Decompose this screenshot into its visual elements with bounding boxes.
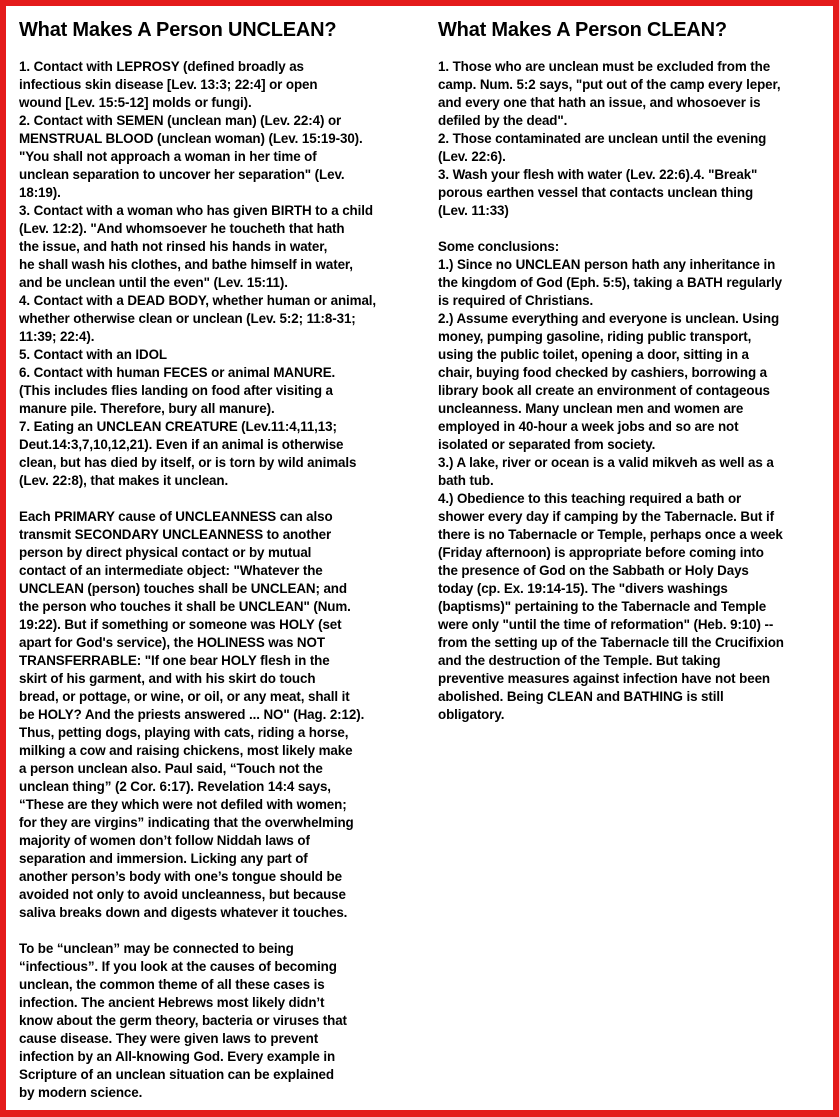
conclusions-paragraph: Some conclusions: 1.) Since no UNCLEAN person hath any inheritance in the kingdom of God (Eph. 5:5), taking a BATH regularly is required of Christians. 2.) Assume everything and everyone is unclean. Using money, pumping gasoline, riding public transport, using the public toilet, opening a door, sitting in a chair, buying food checked by cashiers, borrowing a library book all create an environment of contageous uncleanness. Many unclean men and women are employed in 40-hour a week jobs and so are not isolated or separated from society. 3.) A lake, river or ocean is a valid mikveh as well as a bath tub. 4.) Obedience to this teaching required a bath or shower every day if camping by the Tabernacle. But if there is no Tabernacle or Temple, perhaps once a week (Friday afternoon) is appropriate before coming into the presence of God on the Sabbath or Holy Days today (cp. Ex. 19:14-15). The "divers washings (baptisms)" pertaining to the Tabernacle and Temple were only "until the time of reformation" (Heb. 9:10) -- from the setting up of the Tabernacle till the Crucifixion and the destruction of the Temple. But taking preventive measures against infection have not been abolished. Being CLEAN and BATHING is still obligatory. <box>438 239 784 722</box>
clean-heading: What Makes A Person CLEAN? <box>438 19 727 41</box>
clean-column <box>438 16 830 724</box>
paragraph-gap <box>438 220 830 238</box>
unclean-column <box>19 16 421 1102</box>
unclean-causes-list: 1. Contact with LEPROSY (defined broadly as infectious skin disease [Lev. 13:3; 22:4] or open wound [Lev. 15:5-12] molds or fungi). 2. Contact with SEMEN (unclean man) (Lev. 22:4) or MENSTRUAL BLOOD (unclean woman) (Lev. 15:19-30). "You shall not approach a woman in her time of unclean separation to uncover her separation" (Lev. 18:19). 3. Contact with a woman who has given BIRTH to a child (Lev. 12:2). "And whomsoever he toucheth that hath the issue, and hath not rinsed his hands in water, he shall wash his clothes, and bathe himself in water, and be unclean until the even" (Lev. 15:11). 4. Contact with a DEAD BODY, whether human or animal, whether otherwise clean or unclean (Lev. 5:2; 11:8-31; 11:39; 22:4). 5. Contact with an IDOL 6. Contact with human FECES or animal MANURE. (This includes flies landing on food after visiting a manure pile. Therefore, bury all manure). 7. Eating an UNCLEAN CREATURE (Lev.11:4,11,13; Deut.14:3,7,10,12,21). Even if an animal is otherwise clean, but has died by itself, or is torn by wild animals (Lev. 22:8), that makes it unclean. <box>19 59 377 488</box>
clean-steps-list: 1. Those who are unclean must be excluded from the camp. Num. 5:2 says, "put out of the camp every leper, and every one that hath an issue, and whosoever is defiled by the dead". 2. Those contaminated are unclean until the evening (Lev. 22:6). 3. Wash your flesh with water (Lev. 22:6).4. "Break" porous earthen vessel that contacts unclean thing (Lev. 11:33) <box>438 59 781 218</box>
secondary-uncleanness-paragraph: Each PRIMARY cause of UNCLEANNESS can also transmit SECONDARY UNCLEANNESS to another person by direct physical contact or by mutual contact of an intermediate object: "Whatever the UNCLEAN (person) touches shall be UNCLEAN; and the person who touches it shall be UNCLEAN" (Num. 19:22). But if something or someone was HOLY (set apart for God's service), the HOLINESS was NOT TRANSFERRABLE: "If one bear HOLY flesh in the skirt of his garment, and with his skirt do touch bread, or pottage, or wine, or oil, or any meat, shall it be HOLY? And the priests answered ... NO" (Hag. 2:12). Thus, petting dogs, playing with cats, riding a horse, milking a cow and raising chickens, most likely make a person unclean also. Paul said, “Touch not the unclean thing” (2 Cor. 6:17). Revelation 14:4 says, “These are they which were not defiled with women; for they are virgins” indicating that the overwhelming majority of women don’t follow Niddah laws of separation and immersion. Licking any part of another person’s body with one’s tongue should be avoided not only to avoid uncleanness, but because saliva breaks down and digests whatever it touches. <box>19 509 365 920</box>
paragraph-gap <box>19 490 421 508</box>
paragraph-gap <box>19 922 421 940</box>
infection-paragraph: To be “unclean” may be connected to being “infectious”. If you look at the causes of becoming unclean, the common theme of all these cases is infection. The ancient Hebrews most likely didn’t know about the germ theory, bacteria or viruses that cause disease. They were given laws to prevent infection by an All-knowing God. Every example in Scripture of an unclean situation can be explained by modern science. <box>19 941 347 1100</box>
unclean-heading: What Makes A Person UNCLEAN? <box>19 19 337 41</box>
